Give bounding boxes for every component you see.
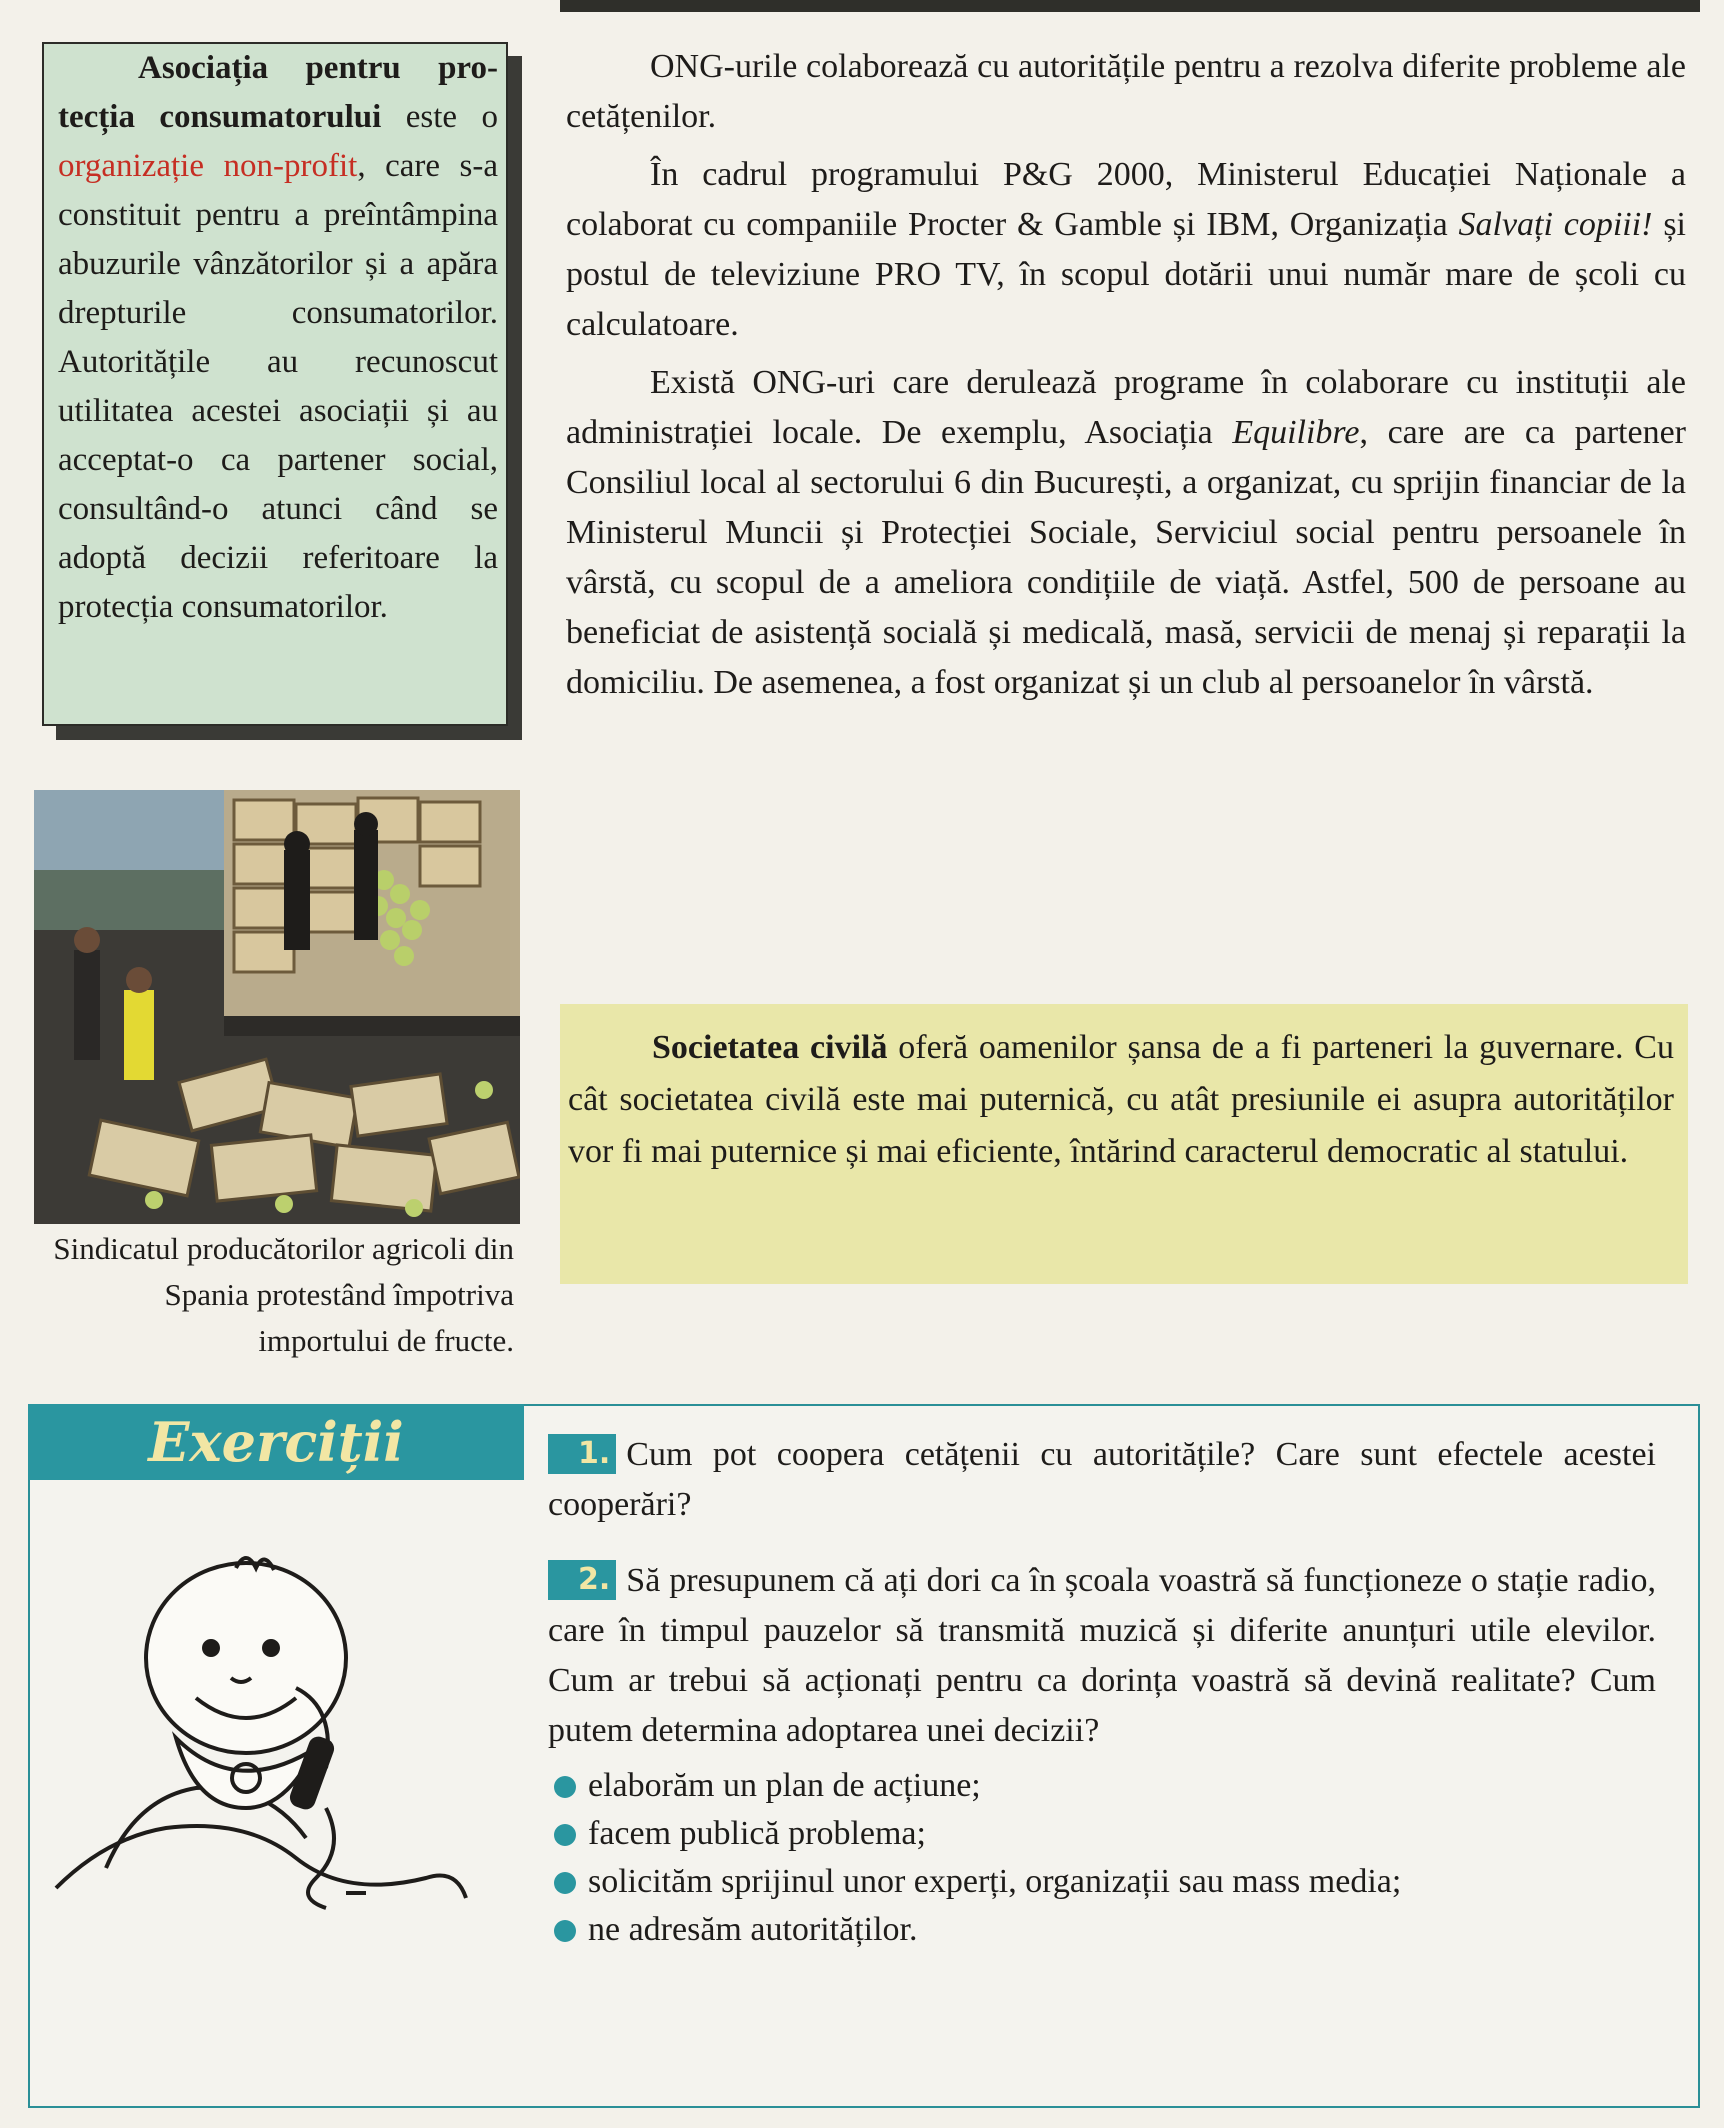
exercise-1 [548,1430,1656,1530]
definition-highlight: organizație non-profit [58,148,358,184]
list-item: ne adresăm autorităților. [584,1906,1656,1954]
top-decorative-bar [560,0,1700,12]
definition-box [42,42,508,726]
photo-caption: Sindicatul producătorilor agricoli din Spania protestând împotriva importului de fructe. [53,1231,514,1358]
exercise-2 [548,1556,1656,1756]
civil-society-term: Societatea civilă [652,1029,888,1066]
exercises-list [548,1430,1656,1954]
child-phone-cartoon [46,1538,476,1918]
paragraph-3: Există ONG-uri care derulează programe în colaborare cu instituții ale administrației locale. De exemplu, Asociația Equilibre, care are ca partener Consiliul local al sectorului 6 din București, a organizat, cu sprijin financiar de la Ministerul Muncii și Protecției Sociale, Serviciul social pentru persoanele în vârstă, cu scopul de a ameliora condițiile de viață. Astfel, 500 de persoane au beneficiat de asistență socială și medicală, masă, servicii de menaj și reparații la domiciliu. De asemenea, a fost organizat și un club al persoanelor în vârstă. [566,364,1686,701]
main-text [566,42,1686,716]
exercise-text: Cum pot coopera cetățenii cu autoritățile? Care sunt efectele acestei cooperări? [548,1436,1656,1523]
civil-society-box [560,1004,1688,1284]
exercise-number: 2. [548,1560,616,1600]
civil-society-text: Societatea civilă oferă oamenilor șansa de a fi parteneri la guvernare. Cu cât societatea civilă este mai puternică, cu atât presiunile ei asupra autorităților vor fi mai puternice și mai eficiente, întărind caracterul democratic al statului. [568,1029,1674,1170]
definition-text: Asociația pentru protecția consumatorului este o organizație non-profit, care s-a constituit pentru a preîntâmpina abuzurile vânzătorilor și a apăra drepturile consumatorilor. Autoritățile au recunoscut utilitatea acestei asociații și au acceptat-o ca partener social, consultând-o atunci când se adoptă decizii referitoare la protecția consumatorilor. [58,50,498,625]
exercise-text: Să presupunem că ați dori ca în școala voastră să funcționeze o stație radio, care în timpul pauzelor să transmită muzică și diferite anunțuri utile elevilor. Cum ar trebui să acționați pentru ca dorința voastră să devină realitate? Cum putem determina adoptarea unei decizii? [548,1562,1656,1749]
paragraph-1: ONG-urile colaborează cu autoritățile pentru a rezolva diferite probleme ale cetățenilor. [566,48,1686,135]
list-item: facem publică problema; [584,1810,1656,1858]
paragraph-2: În cadrul programului P&G 2000, Ministerul Educației Naționale a colaborat cu companiile Procter & Gamble și IBM, Organizația Salvați copiii! și postul de televiziune PRO TV, în scopul dotării unui număr mare de școli cu calculatoare. [566,156,1686,343]
action-steps-list [548,1762,1656,1954]
list-item: solicităm sprijinul unor experți, organizații sau mass media; [584,1858,1656,1906]
photo-illustration [34,790,520,1224]
exercises-title: Exerciții [28,1404,524,1480]
exercise-number: 1. [548,1434,616,1474]
protest-photo [34,790,520,1224]
cartoon-drawing-icon [46,1538,476,1918]
list-item: elaborăm un plan de acțiune; [584,1762,1656,1810]
definition-term: Asociația pentru protecția consumatorului [58,50,498,135]
